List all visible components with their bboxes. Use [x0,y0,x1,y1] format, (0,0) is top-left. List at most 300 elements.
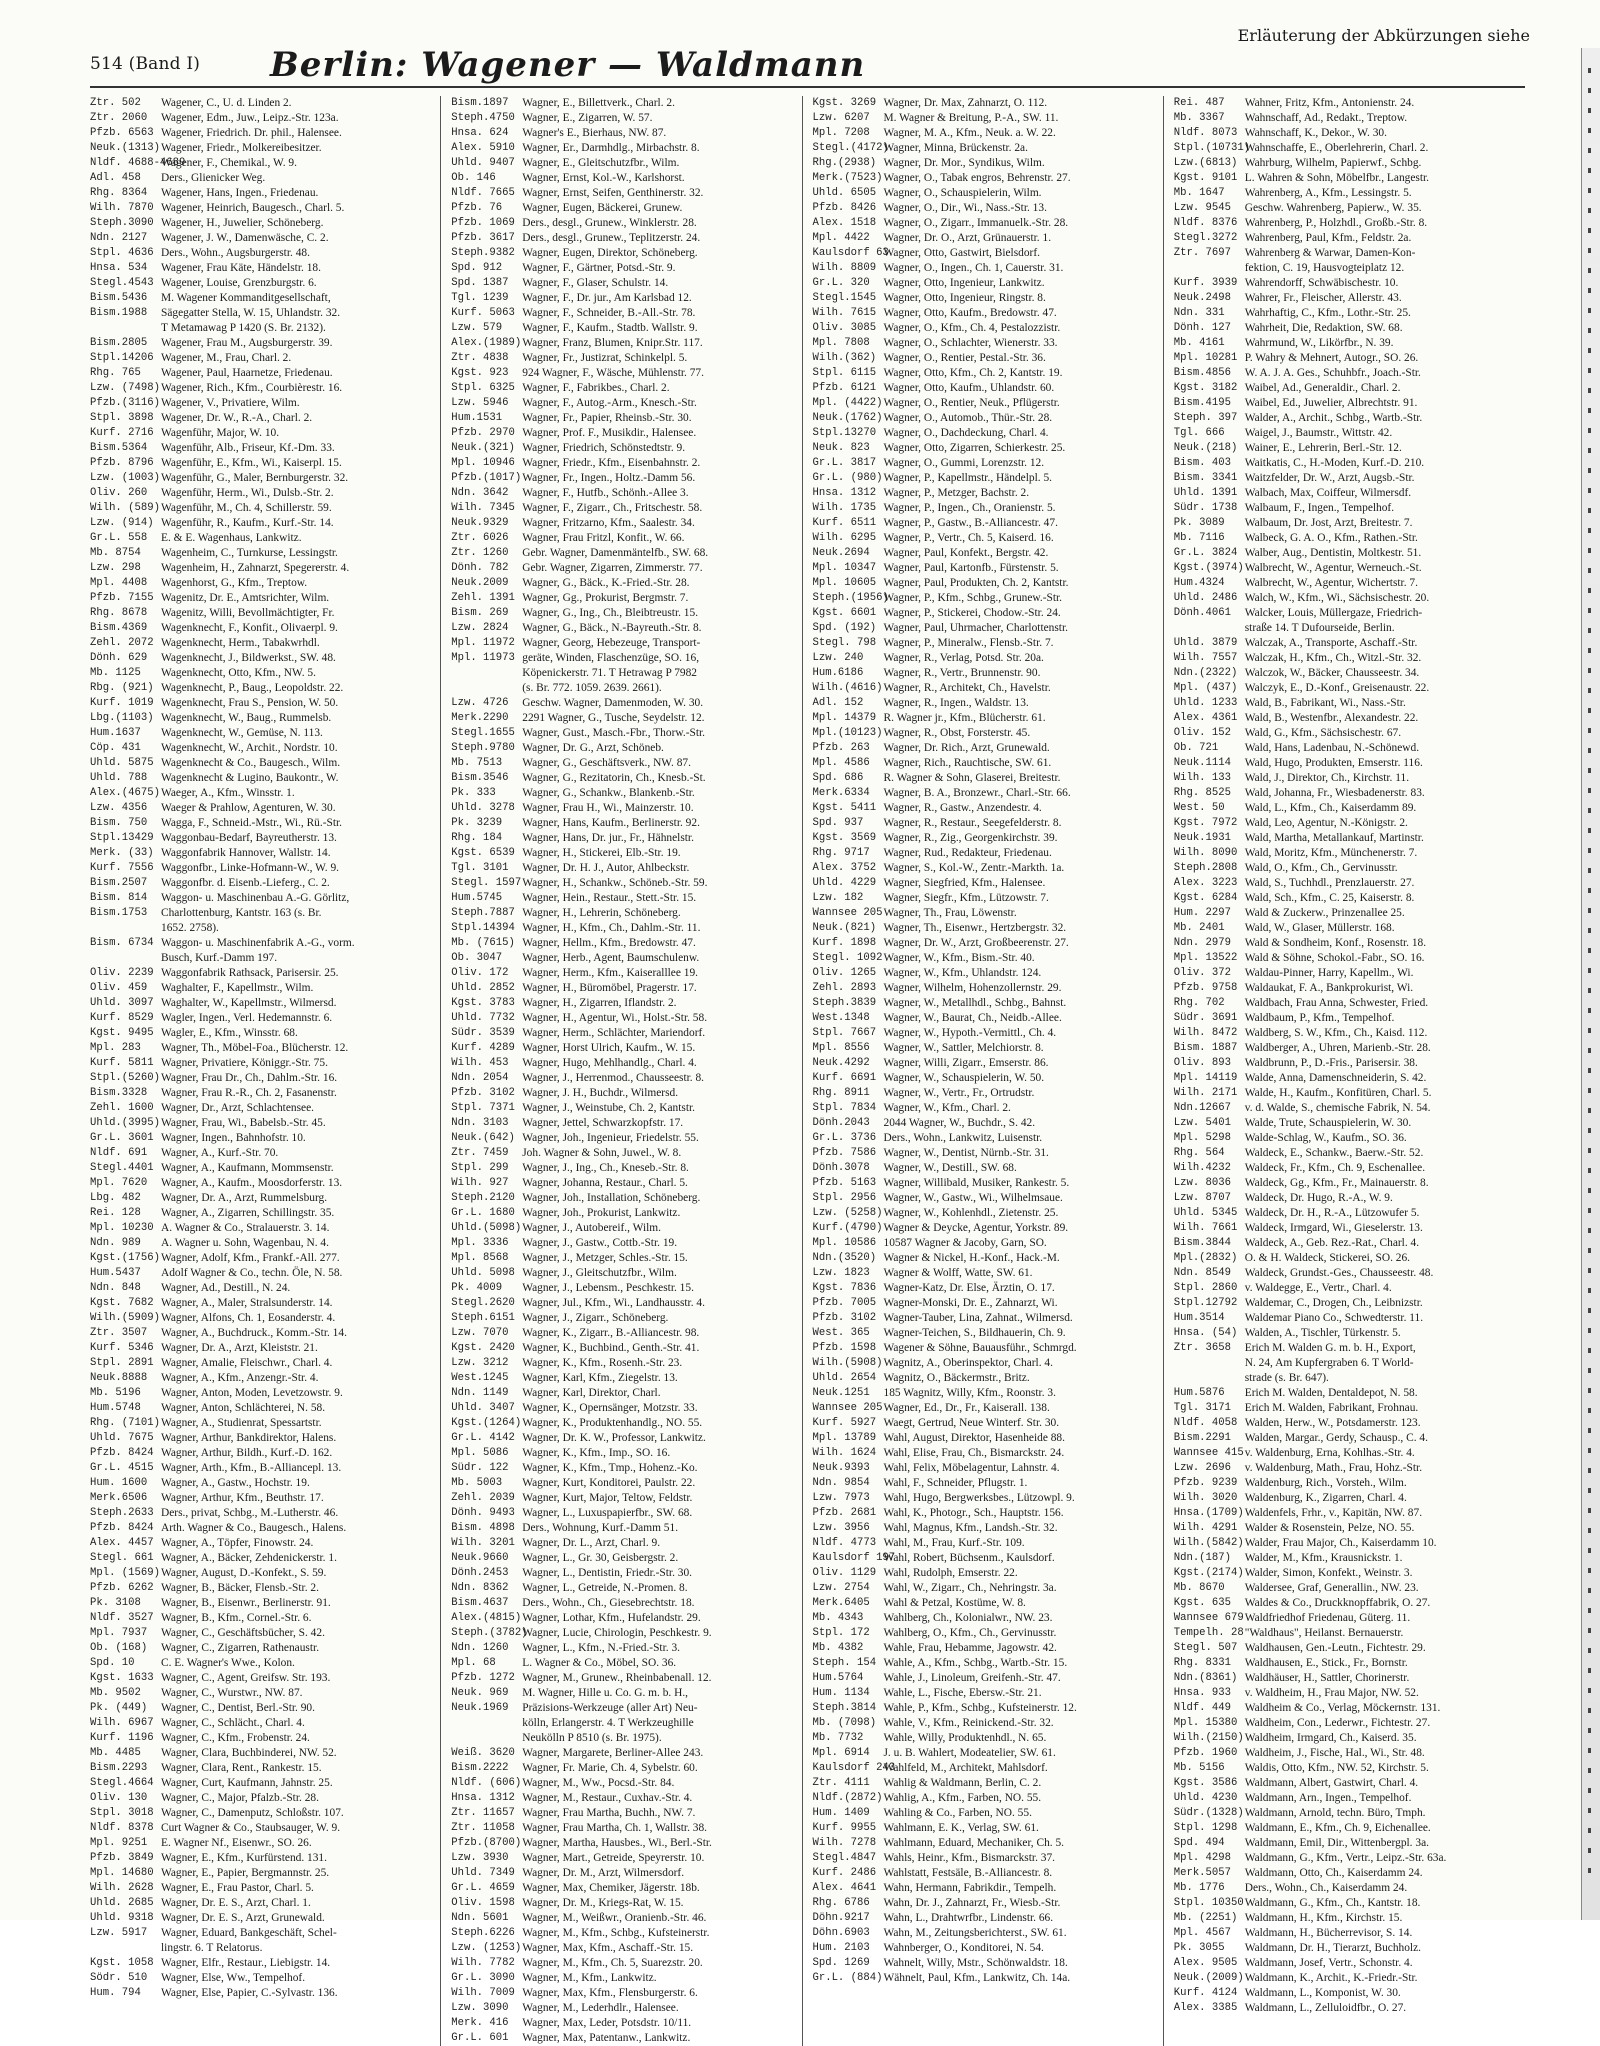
telephone-code: Mpl.(10123) [812,727,883,739]
entry-text: Wagner, F., Zigarr., Ch., Fritschestr. 58. [522,502,703,514]
entry-text: Wagner, Dr. Mor., Syndikus, Wilm. [883,157,1045,169]
telephone-code: Pfzb. 6262 [90,1582,154,1594]
entry-text: Wald, J., Direktor, Ch., Kirchstr. 11. [1244,772,1410,784]
entry-text: Wagner, Eugen, Bäckerei, Grunew. [522,202,683,214]
directory-entry [451,711,795,726]
telephone-code: Uhld. 7732 [451,1012,515,1024]
entry-text: Wagner, Gg., Prokurist, Bergmstr. 7. [522,592,689,604]
entry-text: Waldberg, S. W., Kfm., Ch., Kaisd. 112. [1244,1027,1428,1039]
directory-entry [1174,1341,1519,1356]
directory-entry [1174,1881,1519,1896]
directory-entry [451,186,795,201]
entry-text: Wagner, P., Mineralw., Flensb.-Str. 7. [883,637,1054,649]
entry-text: Wagner, H., Zigarren, Iflandstr. 2. [522,997,677,1009]
telephone-code: Oliv. 1598 [451,1897,515,1909]
entry-text: Wagner, O., Zigarr., Immanuelk.-Str. 28. [883,217,1069,229]
directory-entry [1174,1476,1519,1491]
directory-entry [90,1641,434,1656]
entry-text: Wald, B., Fabrikant, Wi., Nass.-Str. [1244,697,1406,709]
entry-text: Wagner, Dr. G., Arzt, Schöneb. [522,742,664,754]
entry-text: Walde, Trute, Schauspielerin, W. 30. [1244,1117,1412,1129]
telephone-code: Södr. 510 [90,1972,148,1984]
entry-text: Waghalter, W., Kapellmstr., Wilmersd. [161,997,337,1009]
directory-entry [1174,861,1519,876]
directory-entry [1174,801,1519,816]
entry-text: Wagner, O., Automob., Thür.-Str. 28. [883,412,1053,424]
telephone-code: Kgst.(3974) [1173,562,1244,574]
telephone-code: Mb. (7098) [812,1717,877,1729]
entry-text: Wagner, W., Metallhdl., Schbg., Bahnst. [883,997,1067,1009]
telephone-code: Rhg. 9717 [812,847,870,859]
directory-entry [813,741,1157,756]
telephone-code: Steph.(3782) [451,1627,528,1639]
directory-entry [813,111,1157,126]
telephone-code: Kurf. 7556 [90,862,154,874]
telephone-code: Hnsa. 933 [1173,1687,1231,1699]
telephone-code: Mpl. 4408 [90,577,148,589]
directory-entry [1174,696,1519,711]
telephone-code: Bism. 269 [451,607,509,619]
directory-entry [451,1851,795,1866]
directory-entry [1174,1101,1519,1116]
directory-entry [451,1446,795,1461]
directory-entry [90,981,434,996]
directory-entry [813,396,1157,411]
entry-text: Wagner, R., Verlag, Potsd. Str. 20a. [883,652,1044,664]
directory-entry [90,1191,434,1206]
telephone-code: Lzw. 2696 [1173,1462,1231,1474]
entry-text: Wald, B., Westenfbr., Alexandestr. 22. [1244,712,1419,724]
telephone-code: Stpl. 7371 [451,1102,515,1114]
directory-entry [1174,1611,1519,1626]
directory-entry [1174,501,1519,516]
directory-entry [90,1401,434,1416]
directory-entry [90,1806,434,1821]
entry-text: Wagler, E., Kfm., Winsstr. 68. [161,1027,298,1039]
directory-entry [90,1416,434,1431]
telephone-code: Wilh. 7870 [90,202,154,214]
directory-entry [451,1416,795,1431]
entry-text: Waldemar, C., Drogen, Ch., Leibnizstr. [1244,1297,1423,1309]
entry-text: Wagner, W., Gastw., Wi., Wilhelmsaue. [883,1192,1063,1204]
directory-entry [813,456,1157,471]
directory-entry [451,1251,795,1266]
entry-text: Waldeck, A., Geb. Rez.-Rat., Charl. 4. [1244,1237,1420,1249]
telephone-code: Rhg. 702 [1173,997,1225,1009]
telephone-code: Ndn.(187) [1173,1552,1231,1564]
entry-text: Walbrecht, W., Agentur, Wichertstr. 7. [1244,577,1418,589]
directory-entry [813,1386,1157,1401]
telephone-code: Pfzb. 6121 [812,382,877,394]
entry-text: Wagener, Frau Käte, Händelstr. 18. [161,262,321,274]
entry-text: Wagner, Privatiere, Königgr.-Str. 75. [161,1057,328,1069]
directory-entry [451,726,795,741]
telephone-code: Oliv. 372 [1173,967,1231,979]
entry-text: Wagner, Dr. L., Arzt, Charl. 9. [522,1537,661,1549]
telephone-code: Neuk.1931 [1173,832,1231,844]
entry-text: Wagga, F., Schneid.-Mstr., Wi., Rü.-Str. [161,817,343,829]
directory-entry [1174,1401,1519,1416]
directory-entry [1174,1206,1519,1221]
entry-text: M. Wagner, Hille u. Co. G. m. b. H., [522,1687,689,1699]
directory-entry [813,996,1157,1011]
telephone-code: Rhg. 8364 [90,187,148,199]
directory-entry [451,1521,795,1536]
entry-text: Waldmann, Arn., Ingen., Tempelhof. [1244,1792,1412,1804]
directory-entry [451,1266,795,1281]
entry-text: Wagner, Hans, Dr. jur., Fr., Hähnelstr. [522,832,694,844]
telephone-code: Lbg.(1103) [90,712,154,724]
telephone-code [1174,1371,1241,1386]
directory-entry [90,126,434,141]
telephone-code: Wilh.(5842) [1173,1537,1244,1549]
entry-text: Wald & Sondheim, Konf., Rosenstr. 18. [1244,937,1427,949]
telephone-code: Dönh. 782 [451,562,509,574]
directory-entry [451,921,795,936]
telephone-code: Pfzb. 8424 [90,1447,154,1459]
directory-entry [813,186,1157,201]
directory-entry [813,621,1157,636]
entry-text: Wagner, Friedr., Kfm., Eisenbahnstr. 2. [522,457,701,469]
directory-entry [90,1161,434,1176]
directory-entry [90,1236,434,1251]
directory-entry [90,1941,434,1956]
directory-entry [813,651,1157,666]
entry-text: Wagner, Ingen., Bahnhofstr. 10. [161,1132,306,1144]
telephone-code: Tgl. 3171 [1173,1402,1231,1414]
telephone-code: Ztr. 11657 [451,1807,515,1819]
entry-text: Waldmann, H., Bücherrevisor, S. 14. [1244,1927,1413,1939]
entry-text: 2044 Wagner, W., Buchdr., S. 42. [883,1117,1036,1129]
directory-entry [451,1191,795,1206]
directory-entry [1174,1581,1519,1596]
entry-text: Waigel, J., Baumstr., Wittstr. 42. [1244,427,1393,439]
entry-text: Wahrhaftig, C., Kfm., Lothr.-Str. 25. [1244,307,1411,319]
directory-entry [1174,1296,1519,1311]
entry-text: Wagner, Johanna, Restaur., Charl. 5. [522,1177,688,1189]
directory-entry [1174,396,1519,411]
telephone-code: Wilh. 1735 [812,502,877,514]
entry-text: Wagner, Otto, Ingenieur, Ringstr. 8. [883,292,1046,304]
entry-text: Wagner, Fr., Ingen., Holtz.-Damm 56. [522,472,696,484]
telephone-code: Neuk.4292 [812,1057,870,1069]
telephone-code: Kurf. 1196 [90,1732,154,1744]
entry-text: Wagner, F., Autog.-Arm., Knesch.-Str. [522,397,697,409]
directory-entry [813,171,1157,186]
entry-text: Wagner, Ad., Destill., N. 24. [161,1282,291,1294]
telephone-code: Alex. 1518 [812,217,877,229]
entry-text: Wald, S., Tuchhdl., Prenzlauerstr. 27. [1244,877,1415,889]
entry-text: Waldhäuser, H., Sattler, Chorinerstr. [1244,1672,1410,1684]
entry-text: Wagner, B. A., Bronzewr., Charl.-Str. 66. [883,787,1071,799]
telephone-code: Ndn.12667 [1173,1102,1231,1114]
entry-text: Waldeck, Dr. Hugo, R.-A., W. 9. [1244,1192,1393,1204]
telephone-code: Kurf. 1898 [812,937,877,949]
directory-entry [451,2016,795,2031]
entry-text: Wagner, Frau R.-R., Ch. 2, Fasanenstr. [161,1087,337,1099]
telephone-code: Alex.(1989) [451,337,522,349]
directory-entry [1174,1221,1519,1236]
telephone-code: Mb. 7116 [1173,532,1225,544]
directory-entry [813,1671,1157,1686]
directory-entry [813,1581,1157,1596]
directory-entry [90,681,434,696]
entry-text: Ders., Wohn., Augsburgerstr. 48. [161,247,310,259]
directory-entry [1174,1941,1519,1956]
telephone-code: Steph. 154 [812,1657,877,1669]
entry-text: Wagner, J., Autobereif., Wilm. [522,1222,661,1234]
entry-text: Wagner, P., Kfm., Schbg., Grunew.-Str. [883,592,1063,604]
directory-column-1 [90,96,441,2046]
directory-entry [813,1116,1157,1131]
entry-text: Wagner, Mart., Getreide, Speyrerstr. 10. [522,1852,705,1864]
directory-entry [451,606,795,621]
telephone-code: Uhld. 9318 [90,1912,154,1924]
telephone-code: Wilh. 8090 [1173,847,1238,859]
telephone-code: Neuk.2498 [1173,292,1231,304]
telephone-code: Kgst. 635 [1173,1597,1231,1609]
entry-text: Wagner, Paul, Produkten, Ch. 2, Kantstr. [883,577,1069,589]
telephone-code: Gr.L. 601 [451,2032,509,2044]
entry-text: Wahlberg, Ch., Kolonialwr., NW. 23. [883,1612,1053,1624]
directory-entry [90,231,434,246]
directory-entry [451,786,795,801]
telephone-code: Mpl. 5086 [451,1447,509,1459]
directory-entry [813,1206,1157,1221]
directory-entry [90,1596,434,1611]
entry-text: Wagnitz, A., Oberinspektor, Charl. 4. [883,1357,1053,1369]
entry-text: Wagner, R., Zig., Georgenkirchstr. 39. [883,832,1058,844]
directory-entry [1174,1656,1519,1671]
entry-text: Wagner, J., Gastw., Cottb.-Str. 19. [522,1237,678,1249]
telephone-code: Uhld. 5098 [451,1267,515,1279]
telephone-code [1174,1356,1241,1371]
directory-entry [813,771,1157,786]
telephone-code: Lzw. 4726 [451,697,509,709]
directory-entry [1174,276,1519,291]
telephone-code: Ndn. 848 [90,1282,141,1294]
directory-entry [451,1326,795,1341]
directory-entry [90,861,434,876]
directory-entry [813,711,1157,726]
entry-text: Waldbrunn, P., D.-Fris., Parisersir. 38. [1244,1057,1418,1069]
telephone-code: Wannsee 679 [1173,1612,1244,1624]
telephone-code: Pk. 3089 [1173,517,1225,529]
directory-entry [90,1566,434,1581]
directory-entry [813,1251,1157,1266]
directory-entry [1174,621,1519,636]
telephone-code: Neuk. 969 [451,1687,509,1699]
entry-text: Wagner, Paul, Kartonfb., Fürstenstr. 5. [883,562,1059,574]
entry-text: Waggon- u. Maschinenfabrik A.-G., vorm. [161,937,355,949]
telephone-code: Stegl.4543 [90,277,154,289]
telephone-code: Pfzb. 1598 [812,1342,877,1354]
telephone-code: Lzw. 5946 [451,397,509,409]
telephone-code: Mpl. 14680 [90,1867,154,1879]
entry-text: (s. Br. 772. 1059. 2639. 2661). [522,682,662,694]
directory-entry [1174,1641,1519,1656]
directory-entry [451,546,795,561]
directory-entry [1174,666,1519,681]
telephone-code: Merk.6506 [90,1492,148,1504]
telephone-code: Mpl. 10230 [90,1222,154,1234]
entry-text: Walder, Frau Major, Ch., Kaiserdamm 10. [1244,1537,1437,1549]
directory-entry [813,1806,1157,1821]
telephone-code: Ztr. 4838 [451,352,509,364]
directory-entry [1174,156,1519,171]
telephone-code: Mb. 8670 [1173,1582,1225,1594]
telephone-code: Lzw.(6813) [1173,157,1238,169]
telephone-code: Stpl. 3018 [90,1807,154,1819]
telephone-code: Kaulsdorf 63 [812,247,889,259]
entry-text: Wagner, M., Kfm., Ch. 5, Suarezstr. 20. [522,1957,703,1969]
telephone-code: Mb. 5196 [90,1387,141,1399]
entry-text: Waldmann, Dr. H., Tierarzt, Buchholz. [1244,1942,1421,1954]
directory-entry [813,561,1157,576]
directory-entry [451,1656,795,1671]
entry-text: O. & H. Waldeck, Stickerei, SO. 26. [1244,1252,1411,1264]
entry-text: Wald, Johanna, Fr., Wiesbadenerstr. 83. [1244,787,1425,799]
telephone-code: Hnsa. 1312 [812,487,877,499]
telephone-code: Stpl.14394 [451,922,515,934]
telephone-code: Lzw. 7973 [812,1492,870,1504]
directory-entry [451,1116,795,1131]
directory-entry [813,966,1157,981]
entry-text: Ders., Wohn., Ch., Giesebrechtstr. 18. [522,1597,695,1609]
telephone-code: Bism. 3341 [1173,472,1238,484]
entry-text: Wagner, E., Gleitschutzfbr., Wilm. [522,157,680,169]
telephone-code: Pfzb. 9758 [1173,982,1238,994]
entry-text: Wagener, Friedrich. Dr. phil., Halensee. [161,127,342,139]
telephone-code: Kgst. 3586 [1173,1777,1238,1789]
directory-entry [90,1836,434,1851]
directory-entry [1174,1731,1519,1746]
telephone-code: Rbg. (921) [90,682,154,694]
telephone-code: Uhld. 3097 [90,997,154,1009]
entry-text: Wagner, Ernst, Seifen, Genthinerstr. 32. [522,187,704,199]
directory-entry [451,501,795,516]
directory-entry [90,1026,434,1041]
directory-entry [813,486,1157,501]
directory-entry [90,741,434,756]
entry-text: Wagner, Dr. E. S., Arzt, Charl. 1. [161,1897,311,1909]
entry-text: Wagner, A., Buchdruck., Komm.-Str. 14. [161,1327,347,1339]
telephone-code: Alex.(4815) [451,1612,522,1624]
telephone-code: Mb. 4161 [1173,337,1225,349]
entry-text: Ders., Wohn., Ch., Kaiserdamm 24. [1244,1882,1408,1894]
directory-entry [451,1236,795,1251]
entry-text: Wahlstatt, Festsäle, B.-Alliancestr. 8. [883,1867,1053,1879]
directory-entry [1174,366,1519,381]
directory-entry [90,1206,434,1221]
directory-entry [813,1281,1157,1296]
directory-entry [813,861,1157,876]
directory-entry [813,891,1157,906]
telephone-code [1174,621,1241,636]
directory-entry [90,951,434,966]
telephone-code: Pfzb. 9239 [1173,1477,1238,1489]
entry-text: Waldmann, G., Kfm., Vertr., Leipz.-Str. 63a. [1244,1852,1447,1864]
entry-text: Wahnelt, Willy, Mstr., Schönwaldstr. 18. [883,1957,1068,1969]
telephone-code: Rhg. 765 [90,367,141,379]
directory-entry [451,1971,795,1986]
directory-entry [813,1311,1157,1326]
directory-entry [1174,111,1519,126]
telephone-code: Lzw. 579 [451,322,503,334]
telephone-code: Kurf. 5927 [812,1417,877,1429]
entry-text: Wagner, Margarete, Berliner-Allee 243. [522,1747,704,1759]
directory-entry [451,486,795,501]
telephone-code: Oliv. 172 [451,967,509,979]
directory-entry [813,696,1157,711]
entry-text: Wagener, Heinrich, Baugesch., Charl. 5. [161,202,345,214]
entry-text: Wahlfeld, M., Architekt, Mahlsdorf. [883,1762,1048,1774]
entry-text: Wagenführ, M., Ch. 4, Schillerstr. 59. [161,502,332,514]
entry-text: Wagner, K., Produktenhandlg., NO. 55. [522,1417,703,1429]
directory-entry [451,1461,795,1476]
entry-text: Wagner, Martha, Hausbes., Wi., Berl.-Str. [522,1837,712,1849]
directory-entry [813,1071,1157,1086]
entry-text: Wagner, H., Stickerei, Elb.-Str. 19. [522,847,681,859]
entry-text: Wagner, F., Kaufm., Stadtb. Wallstr. 9. [522,322,698,334]
telephone-code: Pfzb. 5163 [812,1177,877,1189]
directory-entry [90,621,434,636]
entry-text: Walbaum, F., Ingen., Tempelhof. [1244,502,1395,514]
telephone-code: Uhld.(3995) [90,1117,160,1129]
directory-entry [1174,306,1519,321]
entry-text: Wagner, E., Frau Pastor, Charl. 5. [161,1882,314,1894]
directory-entry [451,861,795,876]
entry-text: Erich M. Walden, Fabrikant, Frohnau. [1244,1402,1419,1414]
directory-entry [813,606,1157,621]
telephone-code: Wilh. 7278 [812,1837,877,1849]
telephone-code: Mpl. 4567 [1173,1927,1231,1939]
telephone-code: Lzw. 3212 [451,1357,509,1369]
entry-text: Waldmann, K., Archit., K.-Friedr.-Str. [1244,1972,1418,1984]
telephone-code: Zehl. 2893 [812,982,877,994]
entry-text: Wagner, W., Baurat, Ch., Neidb.-Allee. [883,1012,1062,1024]
entry-text: Wagner, Karl, Direktor, Charl. [522,1387,661,1399]
entry-text: Wagner, M., Kfm., Lankwitz. [522,1972,657,1984]
directory-entry [90,1791,434,1806]
entry-text: Wagner, Gust., Masch.-Fbr., Thorw.-Str. [522,727,706,739]
directory-entry [451,831,795,846]
telephone-code: Wilh. 133 [1173,772,1231,784]
directory-entry [90,276,434,291]
directory-entry [90,1356,434,1371]
directory-entry [1174,1521,1519,1536]
directory-entry [451,1671,795,1686]
entry-text: Wagner, Karl, Kfm., Ziegelstr. 13. [522,1372,678,1384]
telephone-code: Kurf. 8529 [90,1012,154,1024]
directory-entry [90,411,434,426]
entry-text: Wagner, G., Schankw., Blankenb.-Str. [522,787,695,799]
telephone-code: Hum. 1409 [812,1807,870,1819]
entry-text: Wald, Leo, Agentur, N.-Königstr. 2. [1244,817,1408,829]
directory-entry [90,666,434,681]
directory-entry [90,1731,434,1746]
telephone-code: Gr.L. 3601 [90,1132,154,1144]
telephone-code: Ndn. 2979 [1173,937,1231,949]
telephone-code: Hum. 2103 [812,1942,870,1954]
entry-text: Waldheim, Con., Lederwr., Fichtestr. 27. [1244,1717,1431,1729]
directory-entry [1174,1191,1519,1206]
entry-text: Wagner, A., Töpfer, Finowstr. 24. [161,1537,314,1549]
telephone-code: Ztr. 1260 [451,547,509,559]
telephone-code: Kurf. 5346 [90,1342,154,1354]
directory-entry [90,1431,434,1446]
telephone-code: Ztr. 7459 [451,1147,509,1159]
